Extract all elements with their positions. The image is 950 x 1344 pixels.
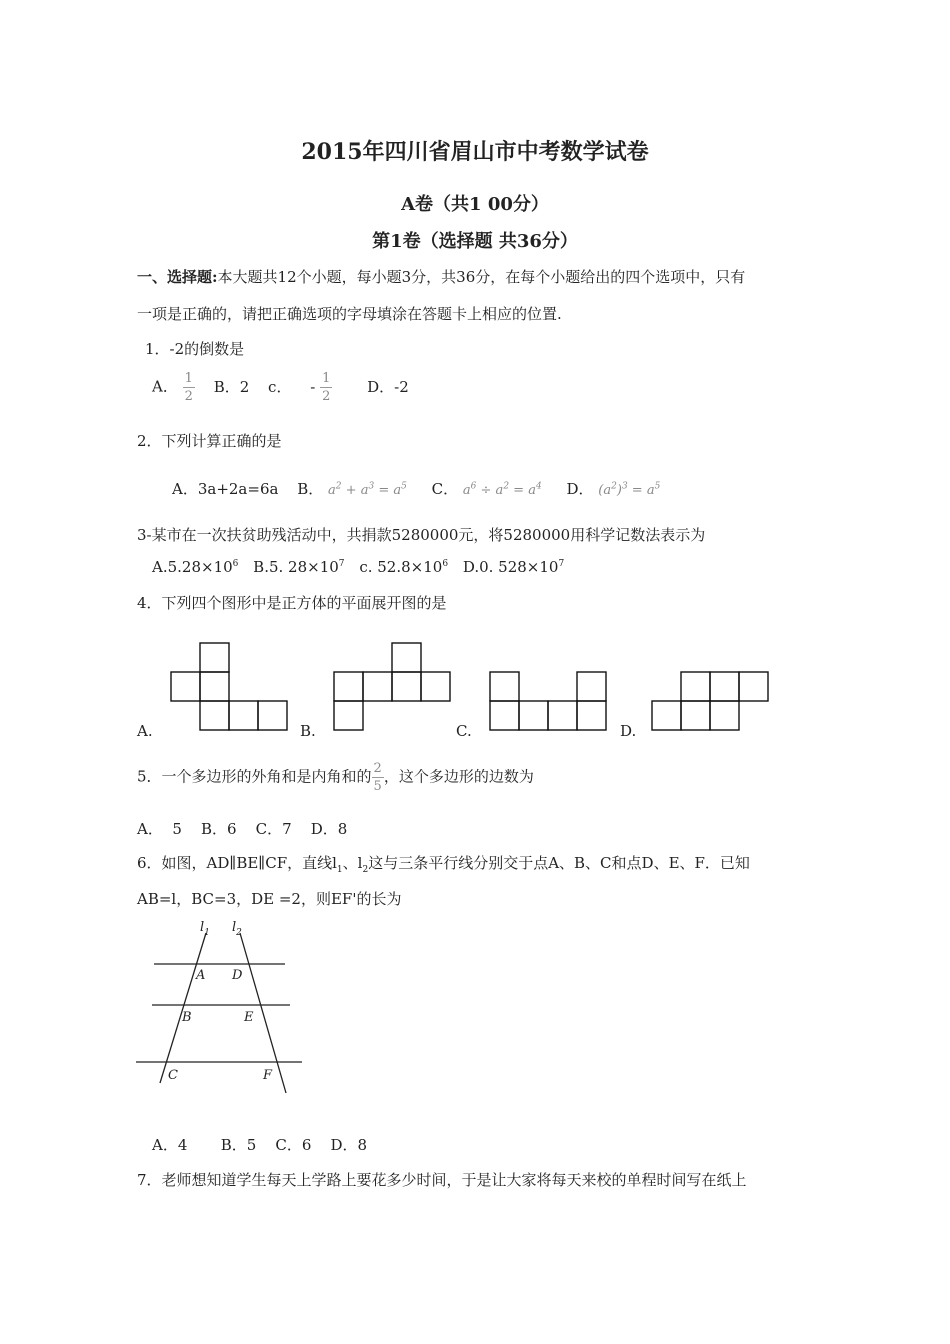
q4-label-c: C.: [456, 722, 472, 740]
label-l1: $l_1$: [200, 920, 210, 938]
section-text-2: 一项是正确的，请把正确选项的字母填涂在答题卡上相应的位置.: [137, 305, 562, 323]
section-instructions: [137, 266, 745, 287]
q3-a: A.5.28×10: [152, 558, 233, 576]
q5-stem-post: ，这个多边形的边数为: [383, 767, 534, 786]
q3-b: B.5. 28×10: [253, 558, 339, 576]
net-d: [652, 672, 768, 730]
section-text-1: 本大题共12个小题，每小题3分，共36分，在每个小题给出的四个选项中，只有: [217, 268, 746, 286]
q6-options: A．4 B．5 C．6 D．8: [152, 1136, 368, 1154]
q3-b-exp: 7: [338, 559, 345, 569]
q3-d-exp: 7: [558, 559, 565, 569]
q2-c-label: C．: [431, 480, 459, 498]
q4-label-d: D.: [620, 722, 637, 740]
net-c: [490, 672, 606, 730]
q1-options: [152, 372, 409, 403]
q2-b-label: B．: [297, 480, 324, 498]
q1-stem: 1．-2的倒数是: [145, 340, 245, 358]
q6-stem-1: 6．如图，AD∥BE∥CF，直线$l_1$、$l_2$这与三条平行线分别交于点A、B、C和点D、E、F．已知: [137, 854, 750, 875]
net-b: [334, 643, 450, 730]
label-d: D: [232, 968, 243, 983]
q6-line1-b: 、l: [342, 854, 363, 872]
q2-d-expr: $(a^2)^3 = a^5$: [598, 481, 661, 498]
label-c: C: [168, 1068, 178, 1083]
q3-c-exp: 6: [442, 559, 449, 569]
q1-c-minus: -: [310, 377, 316, 396]
q5-stem-pre: 5．一个多边形的外角和是内角和的: [137, 767, 372, 786]
label-l2: $l_2$: [232, 920, 242, 938]
paper-part-1: 第1卷（选择题 共36分）: [372, 231, 578, 252]
section-head: 一、选择题:: [137, 268, 218, 286]
q1-a-label: A．: [152, 377, 178, 396]
q3-options: [152, 558, 564, 576]
q6-line1-a: 6．如图，AD∥BE∥CF，直线l: [137, 854, 337, 872]
label-b: B: [182, 1010, 192, 1025]
q7-stem: 7．老师想知道学生每天上学路上要花多少时间，于是让大家将每天来校的单程时间写在纸上: [137, 1171, 747, 1189]
q2-b-expr: $a^2 + a^3 = a^5$: [328, 481, 407, 498]
q3-a-exp: 6: [232, 559, 239, 569]
q1-c-label: c．: [268, 377, 292, 396]
page-title: 2015年四川省眉山市中考数学试卷: [301, 139, 649, 165]
q6-line1-c: 这与三条平行线分别交于点A、B、C和点D、E、F．已知: [368, 854, 750, 872]
label-a: A: [196, 968, 206, 983]
q4-stem: 4．下列四个图形中是正方体的平面展开图的是: [137, 594, 447, 612]
q3-stem: 3-某市在一次扶贫助残活动中，共捐款5280000元，将5280000用科学记数法表示为: [137, 526, 706, 544]
net-a: [171, 643, 287, 730]
q2-a: A．3a+2a=6a: [172, 480, 279, 498]
q5-fraction: $\frac{2}{5}$: [373, 761, 382, 794]
q1-d: D．-2: [367, 377, 409, 396]
q5-stem: [137, 762, 534, 793]
q3-c: c. 52.8×10: [359, 558, 443, 576]
label-e: E: [244, 1010, 254, 1025]
label-f: F: [263, 1068, 273, 1083]
q2-c-expr: $a^6 \div a^2 = a^4$: [462, 481, 542, 498]
paper-section-a: A卷（共1 00分）: [401, 194, 549, 215]
q4-label-a: A.: [137, 722, 153, 740]
q1-b: B．2: [213, 377, 250, 396]
q3-d: D.0. 528×10: [462, 558, 559, 576]
q6-figure: [130, 915, 310, 1100]
q6-stem-2: AB=l，BC=3，DE =2，则EF'的长为: [137, 890, 402, 908]
q4-label-b: B.: [300, 722, 316, 740]
q2-d-label: D．: [566, 480, 594, 498]
q2-options: [172, 478, 660, 499]
q5-options: A． 5 B．6 C．7 D．8: [137, 820, 348, 838]
line-l1: [160, 933, 206, 1083]
q1-fraction-a: $\frac{1}{2}$: [184, 371, 193, 404]
q2-stem: 2．下列计算正确的是: [137, 432, 282, 450]
q1-fraction-c: $\frac{1}{2}$: [322, 371, 331, 404]
